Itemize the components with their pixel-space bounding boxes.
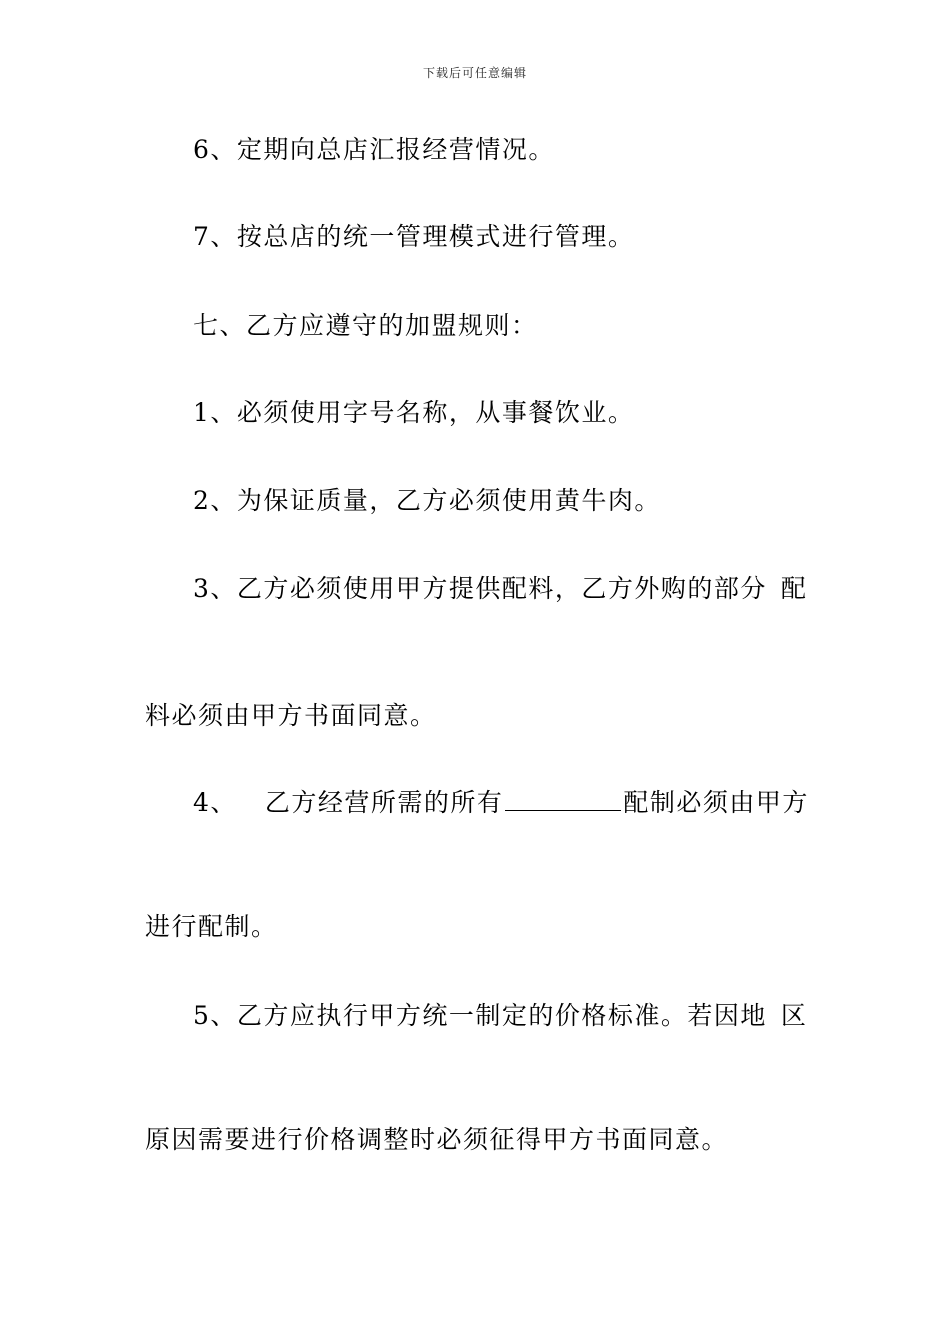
rule-4-line-1	[193, 788, 809, 818]
rule-4-line-2: 进行配制。	[145, 912, 278, 941]
rule-5-tail: 区	[780, 1001, 808, 1030]
rule-3-text: 3、乙方必须使用甲方提供配料，乙方外购的部分	[193, 574, 767, 603]
rule-4-text: 乙方经营所需的所有	[264, 788, 504, 817]
rule-4-number: 4、	[193, 788, 237, 817]
rule-3-line-1	[193, 574, 807, 604]
rule-5-text: 5、乙方应执行甲方统一制定的价格标准。若因地	[193, 1001, 767, 1030]
page-header: 下载后可任意编辑	[422, 66, 527, 80]
rule-3-line-2: 料必须由甲方书面同意。	[145, 701, 437, 730]
rule-2: 2、为保证质量，乙方必须使用黄牛肉。	[193, 486, 661, 515]
rule-3-tail: 配	[780, 574, 808, 603]
section-heading-7: 七、乙方应遵守的加盟规则：	[193, 311, 538, 340]
clause-6: 6、定期向总店汇报经营情况。	[193, 135, 555, 164]
rule-4-text-tail: 配制必须由甲方	[623, 788, 809, 817]
rule-5-line-2: 原因需要进行价格调整时必须征得甲方书面同意。	[145, 1125, 729, 1154]
fill-in-blank	[505, 788, 621, 811]
rule-1: 1、必须使用字号名称，从事餐饮业。	[193, 398, 635, 427]
clause-7: 7、按总店的统一管理模式进行管理。	[193, 222, 635, 251]
rule-5-line-1	[193, 1001, 807, 1031]
